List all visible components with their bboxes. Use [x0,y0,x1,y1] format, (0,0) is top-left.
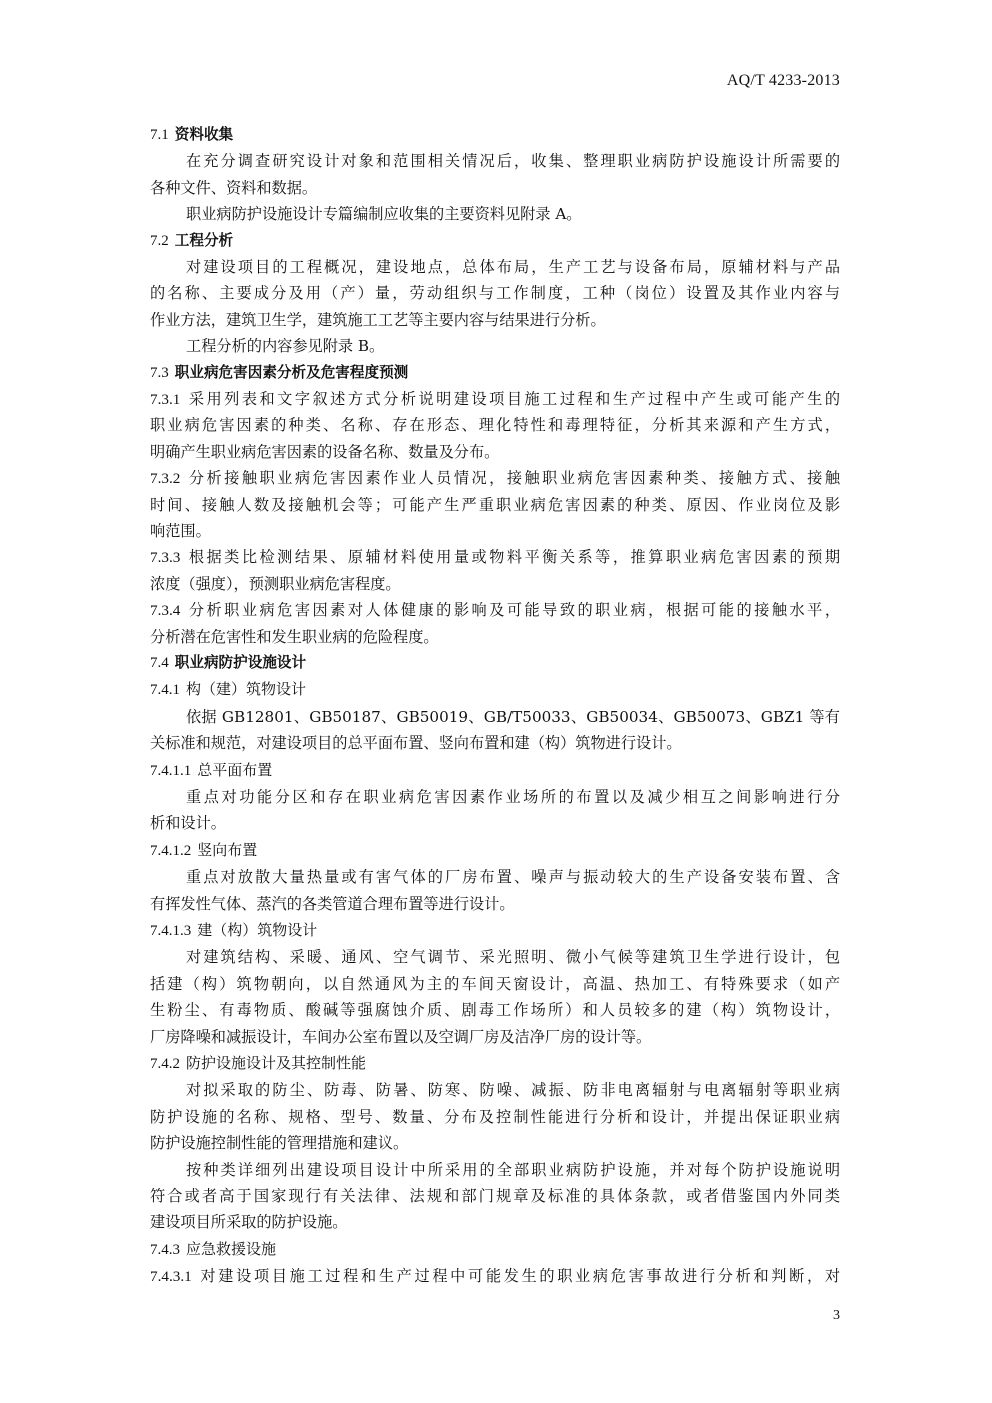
clause-text: 根据类比检测结果、原辅材料使用量或物料平衡关系等，推算职业病危害因素的预期 [186,548,840,567]
paragraph-line: 在充分调查研究设计对象和范围相关情况后，收集、整理职业病防护设施设计所需要的 [186,152,840,171]
clause-text: 分析职业病危害因素对人体健康的影响及可能导致的职业病，根据可能的接触水平， [186,601,840,620]
paragraph-line: 按种类详细列出建设项目设计中所采用的全部职业病防护设施，并对每个防护设施说明 [186,1160,840,1179]
section-number: 7.1 [150,127,169,143]
paragraph-line: 有挥发性气体、蒸汽的各类管道合理布置等进行设计。 [150,894,515,913]
paragraph-line: 职业病防护设施设计专篇编制应收集的主要资料见附录 A。 [186,205,582,224]
paragraph-line: 依据 GB12801、GB50187、GB50019、GB/T50033、GB50034、GB50073、GBZ1 等有 [186,707,840,726]
subsection-number: 7.4.1.3 [150,923,192,939]
paragraph-line: 明确产生职业病危害因素的设备名称、数量及分布。 [150,442,500,461]
clause-number: 7.3.1 [150,391,181,409]
paragraph-line: 分析潜在危害性和发生职业病的危险程度。 [150,627,439,646]
paragraph-line: 响范围。 [150,521,211,540]
paragraph-line: 工程分析的内容参见附录 B。 [186,337,385,356]
section-number: 7.3 [150,364,169,381]
paragraph-line: 对建筑结构、采暖、通风、空气调节、采光照明、微小气候等建筑卫生学进行设计，包 [186,948,840,967]
clause-text: 对建设项目施工过程和生产过程中可能发生的职业病危害事故进行分析和判断，对 [197,1267,840,1286]
subsection-title: 竖向布置 [197,840,258,859]
page-number: 3 [833,1308,840,1323]
clause-7-3-2 [150,465,840,491]
subsection-title: 防护设施设计及其控制性能 [186,1053,367,1072]
paragraph-line: 建设项目所采取的防护设施。 [150,1213,348,1232]
subsection-number: 7.4.1.2 [150,842,192,859]
paragraph-line: 生粉尘、有毒物质、酸碱等强腐蚀介质、剧毒工作场所）和人员较多的建（构）筑物设计， [150,1001,840,1020]
paragraph-line: 浓度（强度），预测职业病危害程度。 [150,574,401,593]
subsection-number: 7.4.3 [150,1241,180,1258]
subsection-7-4-1-heading [150,676,840,703]
page-body [150,122,840,1290]
clause-number: 7.3.4 [150,602,181,620]
clause-7-3-1 [150,386,840,412]
section-title: 职业病危害因素分析及危害程度预测 [174,363,409,381]
paragraph-line: 防护设施控制性能的管理措施和建议。 [150,1134,409,1153]
clause-number: 7.3.3 [150,549,181,567]
section-7-4-heading [150,650,840,676]
clause-text: 分析接触职业病危害因素作业人员情况，接触职业病危害因素种类、接触方式、接触 [186,469,840,488]
section-title: 工程分析 [174,231,234,249]
clause-number: 7.3.2 [150,470,181,488]
subsection-7-4-1-1-heading [150,757,840,784]
subsection-7-4-3-heading [150,1236,840,1263]
subsection-number: 7.4.2 [150,1055,180,1072]
clause-number: 7.4.3.1 [150,1268,192,1286]
paragraph-line: 防护设施的名称、规格、型号、数量、分布及控制性能进行分析和设计，并提出保证职业病 [150,1107,840,1126]
subsection-number: 7.4.1 [150,682,180,699]
clause-text: 采用列表和文字叙述方式分析说明建设项目施工过程和生产过程中产生或可能产生的 [186,390,840,409]
clause-7-4-3-1 [150,1263,840,1289]
clause-7-3-3 [150,544,840,570]
paragraph-line: 各种文件、资料和数据。 [150,178,318,197]
section-7-1-heading [150,122,840,148]
paragraph-line: 对拟采取的防尘、防毒、防暑、防寒、防噪、减振、防非电离辐射与电离辐射等职业病 [186,1081,840,1100]
section-title: 资料收集 [174,126,234,143]
paragraph-line: 对建设项目的工程概况，建设地点，总体布局，生产工艺与设备布局，原辅材料与产品 [186,258,840,277]
document-code-header: AQ/T 4233-2013 [726,72,840,89]
paragraph-line: 职业病危害因素的种类、名称、存在形态、理化特性和毒理特征，分析其来源和产生方式， [150,416,840,435]
section-number: 7.2 [150,232,169,249]
paragraph-line: 作业方法，建筑卫生学，建筑施工工艺等主要内容与结果进行分析。 [150,310,606,329]
section-7-2-heading [150,228,840,254]
clause-7-3-4 [150,597,840,623]
subsection-title: 构（建）筑物设计 [186,680,307,699]
section-number: 7.4 [150,654,169,671]
subsection-number: 7.4.1.1 [150,762,192,779]
subsection-title: 总平面布置 [197,760,273,779]
subsection-7-4-2-heading [150,1050,840,1077]
paragraph-line: 时间、接触人数及接触机会等；可能产生严重职业病危害因素的种类、原因、作业岗位及影 [150,495,840,514]
paragraph-line: 重点对放散大量热量或有害气体的厂房布置、噪声与振动较大的生产设备安装布置、含 [186,868,840,887]
paragraph-line: 重点对功能分区和存在职业病危害因素作业场所的布置以及减少相互之间影响进行分 [186,788,840,806]
subsection-7-4-1-2-heading [150,837,840,864]
subsection-7-4-1-3-heading [150,917,840,944]
paragraph-line: 的名称、主要成分及用（产）量，劳动组织与工作制度，工种（岗位）设置及其作业内容与 [150,284,840,303]
section-7-3-heading [150,360,840,386]
subsection-title: 建（构）筑物设计 [197,921,318,939]
paragraph-line: 析和设计。 [150,814,226,833]
section-title: 职业病防护设施设计 [174,653,307,671]
subsection-title: 应急救援设施 [186,1239,277,1258]
paragraph-line: 关标准和规范，对建设项目的总平面布置、竖向布置和建（构）筑物进行设计。 [150,734,682,753]
paragraph-line: 括建（构）筑物朝向，以自然通风为主的车间天窗设计，高温、热加工、有特殊要求（如产 [150,974,840,993]
paragraph-line: 符合或者高于国家现行有关法律、法规和部门规章及标准的具体条款，或者借鉴国内外同类 [150,1186,840,1205]
paragraph-line: 厂房降噪和减振设计，车间办公室布置以及空调厂房及洁净厂房的设计等。 [150,1027,652,1046]
